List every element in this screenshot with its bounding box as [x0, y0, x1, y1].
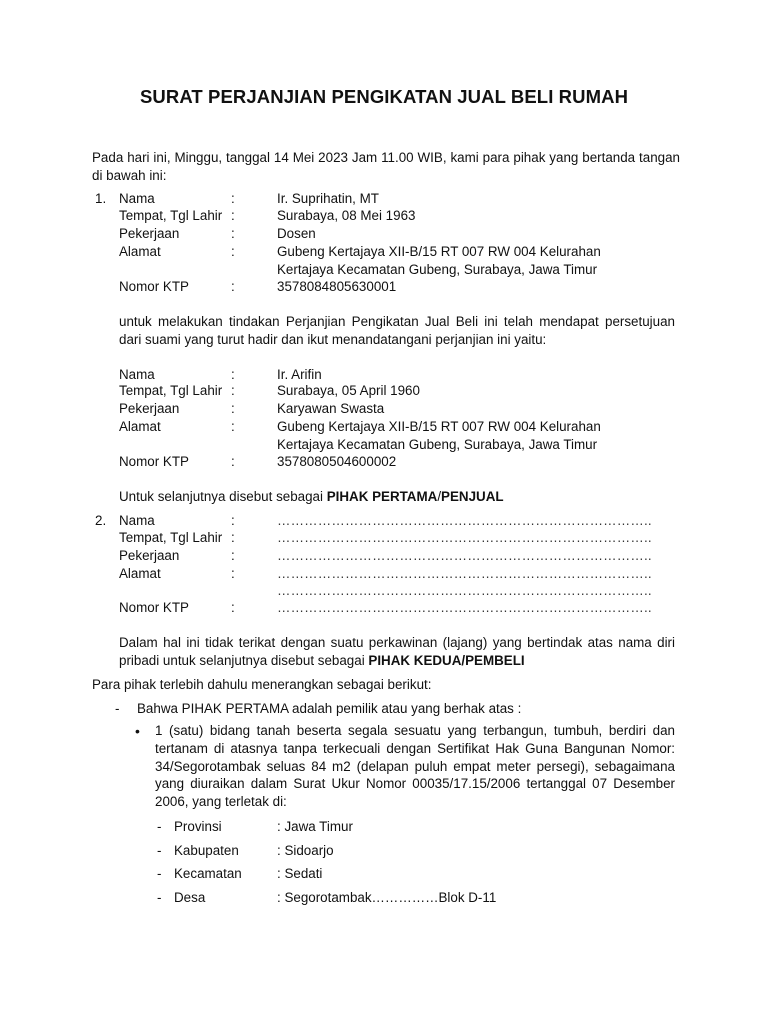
location-item	[0, 865, 768, 883]
party1-designation	[119, 488, 504, 506]
dash-marker: -	[157, 843, 162, 858]
label-ktp: Nomor KTP	[119, 600, 189, 615]
colon: :	[231, 279, 235, 294]
colon: :	[231, 367, 235, 382]
designation-slash: /	[437, 489, 442, 504]
location-value: : Sedati	[277, 866, 323, 881]
dash-marker: -	[157, 890, 162, 905]
label-alamat: Alamat	[119, 566, 161, 581]
label-ktp: Nomor KTP	[119, 279, 189, 294]
party2-pekerjaan-row	[0, 547, 768, 565]
label-ttl: Tempat, Tgl Lahir	[119, 530, 223, 545]
location-item	[0, 842, 768, 860]
spouse-pekerjaan-row	[0, 400, 768, 418]
label-pekerjaan: Pekerjaan	[119, 548, 180, 563]
spouse-ktp-row	[0, 453, 768, 471]
designation-pihak-pertama: PIHAK PERTAMA	[326, 489, 438, 504]
label-nama: Nama	[119, 191, 155, 206]
spouse-pekerjaan: Karyawan Swasta	[277, 401, 385, 416]
designation-pihak-kedua: PIHAK KEDUA/PEMBELI	[368, 652, 525, 668]
party2-ktp-blank: ………………………………………………………………………..	[277, 600, 652, 615]
party1-alamat-row	[0, 243, 768, 261]
dash-marker: -	[115, 701, 120, 716]
party2-alamat-row	[0, 565, 768, 583]
dash-marker: -	[157, 866, 162, 881]
colon: :	[231, 208, 235, 223]
label-ktp: Nomor KTP	[119, 454, 189, 469]
label-pekerjaan: Pekerjaan	[119, 401, 180, 416]
party2-pekerjaan-blank: ………………………………………………………………………..	[277, 548, 652, 563]
document-title: SURAT PERJANJIAN PENGIKATAN JUAL BELI RUMAH	[139, 86, 629, 107]
colon: :	[231, 401, 235, 416]
party1-pekerjaan-row	[0, 225, 768, 243]
party2-number: 2.	[95, 513, 107, 528]
colon: :	[231, 226, 235, 241]
location-label: Desa	[174, 890, 206, 905]
party1-pekerjaan: Dosen	[277, 226, 316, 241]
party1-nama: Ir. Suprihatin, MT	[277, 191, 379, 206]
statement-intro: Para pihak terlebih dahulu menerangkan sebagai berikut:	[92, 677, 432, 692]
spouse-alamat-row	[0, 418, 768, 436]
party2-ttl-blank: ………………………………………………………………………..	[277, 530, 652, 545]
party2-text: Dalam hal ini tidak terikat dengan suatu perkawinan (lajang) yang bertindak atas nama diri pribadi untuk selanjutnya disebut sebagai	[119, 635, 675, 668]
party2-ktp-row	[0, 599, 768, 617]
party1-alamat-line2: Kertajaya Kecamatan Gubeng, Surabaya, Jawa Timur	[277, 262, 598, 277]
spouse-ktp: 3578080504600002	[277, 454, 397, 469]
opening-paragraph: Pada hari ini, Minggu, tanggal 14 Mei 2023 Jam 11.00 WIB, kami para pihak yang bertanda tangan di bawah ini:	[92, 150, 680, 183]
label-nama: Nama	[119, 367, 155, 382]
label-ttl: Tempat, Tgl Lahir	[119, 383, 223, 398]
colon: :	[231, 383, 235, 398]
spouse-alamat-line1: Gubeng Kertajaya XII-B/15 RT 007 RW 004 Kelurahan	[277, 419, 601, 434]
party1-ttl-row	[0, 207, 768, 225]
party1-alamat-row2	[0, 261, 768, 279]
party2-nama-blank: ………………………………………………………………………..	[277, 513, 652, 528]
location-label: Provinsi	[174, 819, 222, 834]
colon: :	[231, 191, 235, 206]
colon: :	[231, 548, 235, 563]
party2-alamat-blank: ………………………………………………………………………..	[277, 566, 652, 581]
label-alamat: Alamat	[119, 244, 161, 259]
party2-ttl-row	[0, 529, 768, 547]
spouse-alamat-line2: Kertajaya Kecamatan Gubeng, Surabaya, Jawa Timur	[277, 437, 598, 452]
label-alamat: Alamat	[119, 419, 161, 434]
location-item	[0, 889, 768, 907]
spouse-alamat-row2	[0, 436, 768, 454]
party2-paragraph	[119, 634, 675, 670]
party1-ttl: Surabaya, 08 Mei 1963	[277, 208, 416, 223]
party1-ktp-row	[0, 278, 768, 296]
party2-alamat-row2	[0, 582, 768, 600]
label-ttl: Tempat, Tgl Lahir	[119, 208, 223, 223]
location-label: Kabupaten	[174, 843, 239, 858]
bullet-icon: •	[135, 723, 140, 739]
ownership-statement: Bahwa PIHAK PERTAMA adalah pemilik atau yang berhak atas :	[137, 701, 522, 716]
colon: :	[231, 244, 235, 259]
spouse-ttl: Surabaya, 05 April 1960	[277, 383, 420, 398]
spouse-ttl-row	[0, 382, 768, 400]
location-value: : Jawa Timur	[277, 819, 353, 834]
party1-number: 1.	[95, 191, 107, 206]
label-pekerjaan: Pekerjaan	[119, 226, 180, 241]
party1-alamat-line1: Gubeng Kertajaya XII-B/15 RT 007 RW 004 Kelurahan	[277, 244, 601, 259]
dash-marker: -	[157, 819, 162, 834]
location-item	[0, 818, 768, 836]
party2-alamat-blank2: ………………………………………………………………………..	[277, 583, 652, 598]
label-nama: Nama	[119, 513, 155, 528]
location-value: : Sidoarjo	[277, 843, 334, 858]
party1-ktp: 3578084805630001	[277, 279, 397, 294]
designation-penjual: PENJUAL	[441, 489, 504, 504]
colon: :	[231, 530, 235, 545]
location-label: Kecamatan	[174, 866, 242, 881]
colon: :	[231, 419, 235, 434]
designation-prefix: Untuk selanjutnya disebut sebagai	[119, 489, 327, 504]
colon: :	[231, 566, 235, 581]
colon: :	[231, 513, 235, 528]
land-description: 1 (satu) bidang tanah beserta segala sesuatu yang terbangun, tumbuh, berdiri dan tertanam di atasnya tanpa terkecuali dengan Sertifikat Hak Guna Bangunan Nomor: 34/Segorotambak seluas 84 m2 (delapan puluh empat meter persegi), sebagaimana yang diuraikan dalam Surat Ukur Nomor 00035/17.15/2006 tertanggal 07 Desember 2006, yang terletak di:	[155, 723, 675, 810]
party2-nama-row	[0, 512, 768, 530]
spouse-nama: Ir. Arifin	[277, 367, 322, 382]
party1-nama-row	[0, 190, 768, 208]
colon: :	[231, 454, 235, 469]
consent-paragraph: untuk melakukan tindakan Perjanjian Pengikatan Jual Beli ini telah mendapat persetujuan dari suami yang turut hadir dan ikut menandatangani perjanjian ini yaitu:	[119, 314, 675, 347]
location-value: : Segorotambak……………Blok D-11	[277, 890, 497, 905]
colon: :	[231, 600, 235, 615]
